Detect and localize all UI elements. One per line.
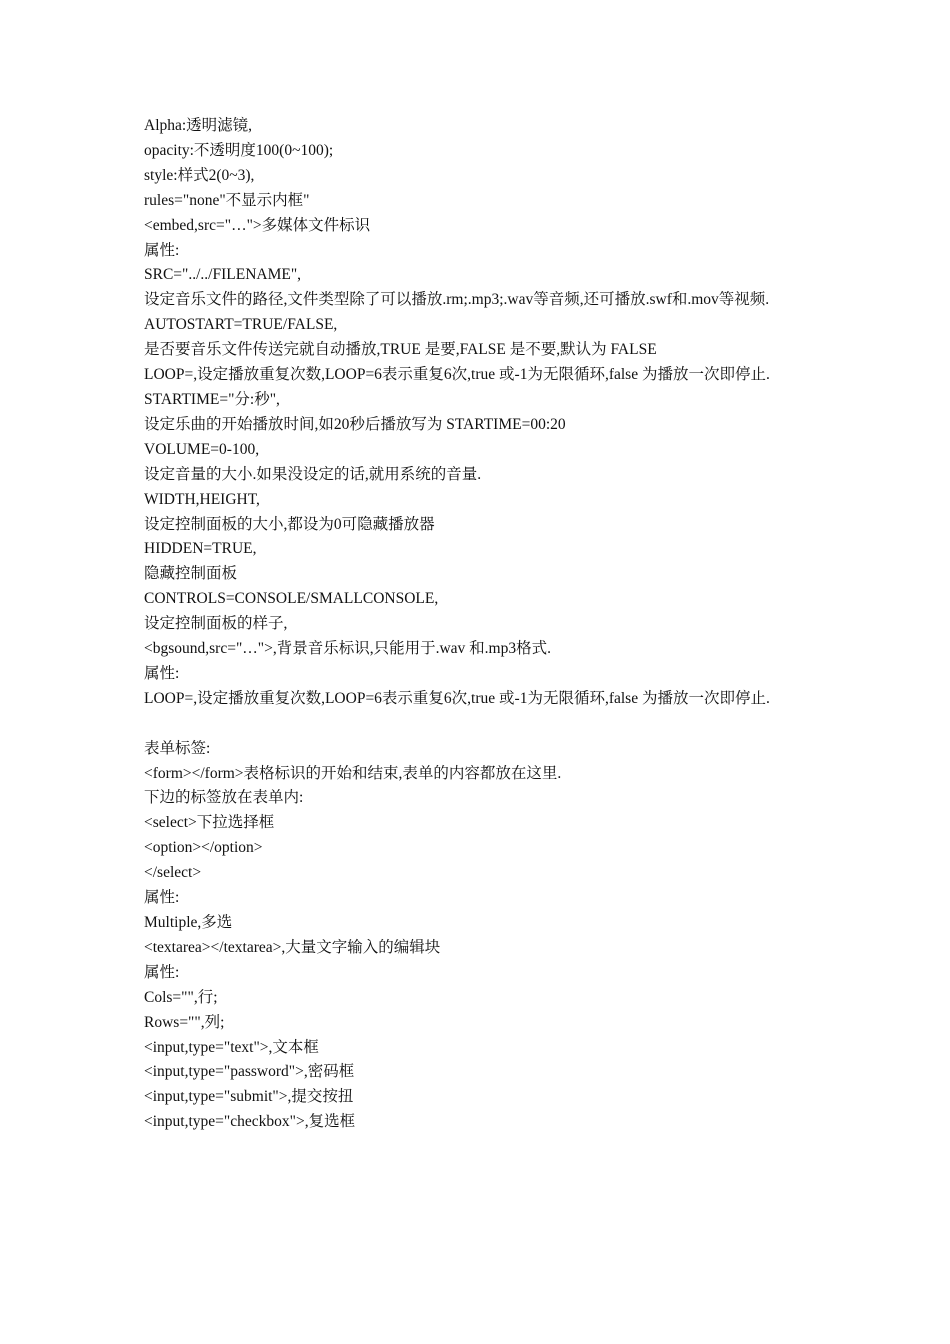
text-line: VOLUME=0-100,	[144, 440, 260, 458]
text-line: WIDTH,HEIGHT,	[144, 490, 260, 508]
text-line: 设定控制面板的样子,	[144, 615, 288, 633]
text-line: 设定音量的大小.如果没设定的话,就用系统的音量.	[144, 465, 482, 483]
text-line: CONTROLS=CONSOLE/SMALLCONSOLE,	[144, 590, 439, 608]
text-line: <input,type="text">,文本框	[144, 1038, 319, 1056]
text-line: 属性:	[144, 241, 180, 259]
text-line: 属性:	[144, 963, 180, 981]
text-line: SRC="../../FILENAME",	[144, 266, 302, 284]
document-body	[144, 114, 810, 1135]
text-line: <textarea></textarea>,大量文字输入的编辑块	[144, 938, 441, 956]
text-line: <input,type="password">,密码框	[144, 1063, 355, 1081]
section-heading: 表单标签:	[144, 739, 211, 757]
text-line: Alpha:透明滤镜,	[144, 117, 253, 134]
text-line: LOOP=,设定播放重复次数,LOOP=6表示重复6次,true 或-1为无限循环,false 为播放一次即停止.	[144, 366, 770, 384]
text-line: <input,type="checkbox">,复选框	[144, 1113, 356, 1131]
text-line: 设定控制面板的大小,都设为0可隐藏播放器	[144, 515, 435, 533]
text-line: <select>下拉选择框	[144, 814, 275, 832]
text-line: </select>	[144, 864, 202, 882]
blank-line	[144, 712, 810, 737]
text-line: Multiple,多选	[144, 913, 233, 931]
text-line: <option></option>	[144, 839, 263, 857]
text-line: 设定乐曲的开始播放时间,如20秒后播放写为 STARTIME=00:20	[144, 415, 566, 433]
text-line: 是否要音乐文件传送完就自动播放,TRUE 是要,FALSE 是不要,默认为 FALSE	[144, 341, 657, 359]
text-line: <input,type="submit">,提交按扭	[144, 1088, 354, 1106]
text-line: style:样式2(0~3),	[144, 166, 255, 184]
text-line: 下边的标签放在表单内:	[144, 789, 304, 807]
text-line: 隐藏控制面板	[144, 565, 238, 583]
text-line: <bgsound,src="…">,背景音乐标识,只能用于.wav 和.mp3格式.	[144, 640, 551, 658]
text-line: STARTIME="分:秒",	[144, 390, 280, 408]
text-line: Rows="",列;	[144, 1013, 225, 1031]
text-line: <form></form>表格标识的开始和结束,表单的内容都放在这里.	[144, 764, 562, 782]
text-line: HIDDEN=TRUE,	[144, 540, 257, 558]
text-line: 属性:	[144, 664, 180, 682]
text-line: <embed,src="…">多媒体文件标识	[144, 216, 371, 234]
text-line: 属性:	[144, 889, 180, 907]
text-line: rules="none"不显示内框"	[144, 191, 310, 209]
text-line: 设定音乐文件的路径,文件类型除了可以播放.rm;.mp3;.wav等音频,还可播放.swf和.mov等视频.	[144, 291, 770, 309]
text-line: opacity:不透明度100(0~100);	[144, 141, 334, 159]
text-line: AUTOSTART=TRUE/FALSE,	[144, 316, 338, 334]
text-line: LOOP=,设定播放重复次数,LOOP=6表示重复6次,true 或-1为无限循环,false 为播放一次即停止.	[144, 689, 770, 707]
text-line: Cols="",行;	[144, 988, 218, 1006]
